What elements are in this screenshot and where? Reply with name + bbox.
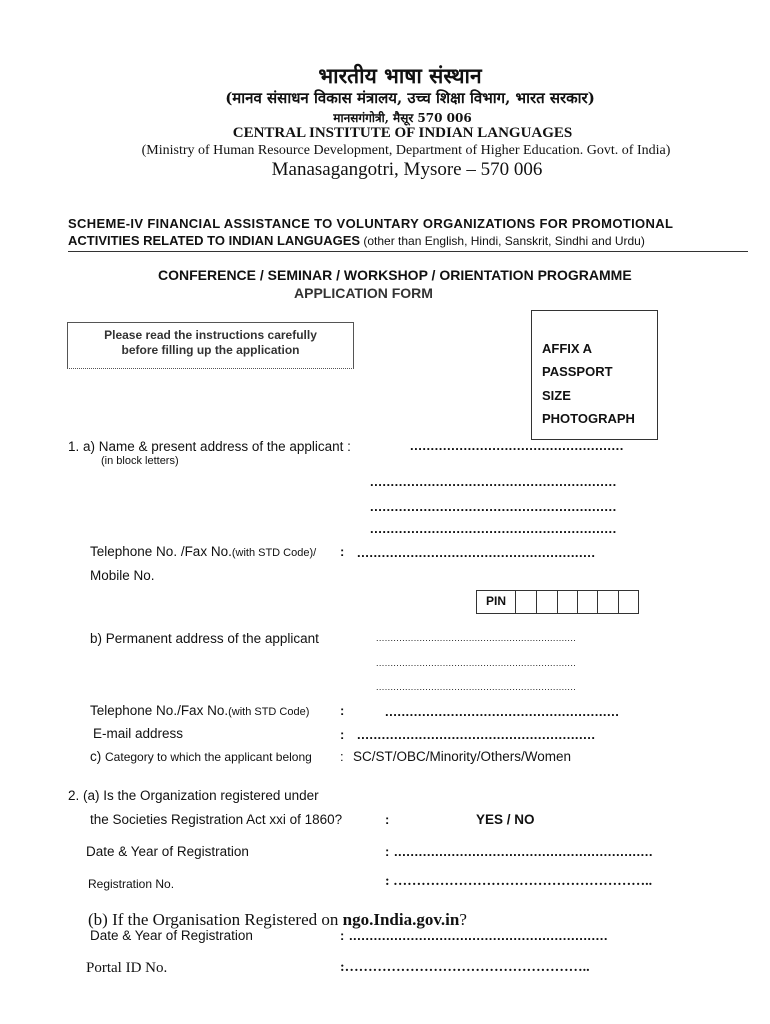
photo-line1: AFFIX A <box>542 341 593 356</box>
q2b-prefix: (b) If the Organisation Registered on <box>88 910 343 929</box>
q2b-suffix: ? <box>459 910 467 929</box>
q1b-address-line1[interactable]: ..................................................................... <box>376 633 577 643</box>
q1b-email-field[interactable]: .......................................................... <box>357 727 596 742</box>
pin-digit-6[interactable] <box>618 591 619 613</box>
photo-line4: PHOTOGRAPH <box>542 411 635 426</box>
q2a-reg-no-label: Registration No. <box>88 877 175 891</box>
photo-box <box>531 310 658 440</box>
q1a-block-letters: (in block letters) <box>101 455 179 467</box>
q2a-date-year-field[interactable]: : ............................................................... <box>385 844 653 859</box>
q1b-telephone-field[interactable]: ......................................................... <box>385 704 620 719</box>
scheme-underline <box>68 251 748 252</box>
scheme-line2-bold: ACTIVITIES RELATED TO INDIAN LANGUAGES <box>68 233 361 248</box>
pin-digit-5[interactable] <box>597 591 598 613</box>
q2b-date-label: Date & Year of Registration <box>90 928 253 943</box>
scheme-line1: SCHEME-IV FINANCIAL ASSISTANCE TO VOLUNTARY ORGANIZATIONS FOR PROMOTIONAL <box>68 216 674 231</box>
q1a-telephone-colon: : <box>340 544 345 559</box>
q2b-date-field[interactable]: : ............................................................... <box>340 928 608 943</box>
q2a-colon: : <box>385 812 390 827</box>
pin-digit-4[interactable] <box>577 591 578 613</box>
q1b-address-line2[interactable]: ..................................................................... <box>376 658 577 668</box>
hindi-address: मानसगंगोत्री, मैसूर 570 006 <box>333 111 472 125</box>
q2a-label-line2: the Societies Registration Act xxi of 1860? <box>90 812 343 827</box>
instructions-line2: before filling up the application <box>121 343 300 357</box>
category-label-text: Category to which the applicant belong <box>105 750 312 764</box>
q2b-portal-label: Portal ID No. <box>86 960 168 976</box>
english-ministry: (Ministry of Human Resource Development, Department of Higher Education. Govt. of India) <box>141 143 671 158</box>
q2b-site: ngo.India.gov.in <box>342 910 460 929</box>
q1b-telephone-label <box>90 703 309 718</box>
q1c-category-colon: : <box>340 749 344 764</box>
q1b-address-line3[interactable]: ..................................................................... <box>376 682 577 692</box>
q1a-label: 1. a) Name & present address of the applicant : <box>68 439 351 454</box>
photo-line3: SIZE <box>542 388 571 403</box>
instructions-line1: Please read the instructions carefully <box>104 328 317 342</box>
q1a-address-line3[interactable]: ............................................................ <box>370 521 617 536</box>
q1c-category-label <box>90 749 312 764</box>
q1c-category-options[interactable]: SC/ST/OBC/Minority/Others/Women <box>353 749 572 764</box>
pin-digit-3[interactable] <box>557 591 558 613</box>
q1a-address-line1[interactable]: ............................................................ <box>370 474 617 489</box>
q1a-address-line2[interactable]: ............................................................ <box>370 499 617 514</box>
pin-label: PIN <box>486 594 507 608</box>
photo-line2: PASSPORT <box>542 364 613 379</box>
q1b-email-label: E-mail address <box>93 726 184 741</box>
q1b-email-colon: : <box>340 727 345 742</box>
pin-box[interactable] <box>476 590 639 614</box>
hindi-subtitle: (मानव संसाधन विकास मंत्रालय, उच्च शिक्षा विभाग, भारत सरकार) <box>225 89 595 107</box>
q1b-label: b) Permanent address of the applicant <box>90 631 319 646</box>
english-address: Manasagangotri, Mysore – 570 006 <box>271 159 543 180</box>
q2a-date-year-label: Date & Year of Registration <box>86 844 249 859</box>
q2a-yes-no[interactable]: YES / NO <box>476 812 535 827</box>
telephone-label-text: Telephone No. /Fax No. <box>90 544 232 559</box>
telephone2-std-text: (with STD Code) <box>228 706 310 718</box>
q1b-telephone-colon: : <box>340 703 345 718</box>
english-title: CENTRAL INSTITUTE OF INDIAN LANGUAGES <box>232 125 573 141</box>
form-title-line2: APPLICATION FORM <box>294 285 433 301</box>
category-prefix: c) <box>90 749 102 764</box>
q1a-mobile-label: Mobile No. <box>90 568 155 583</box>
q2b-portal-field[interactable]: :…………………………………………….. <box>340 960 590 975</box>
scheme-line2 <box>68 233 645 248</box>
q1a-name-field[interactable]: .................................................... <box>410 438 624 453</box>
q2b-label <box>88 910 467 930</box>
telephone2-label-text: Telephone No./Fax No. <box>90 703 229 718</box>
q2a-label-line1: 2. (a) Is the Organization registered under <box>68 788 319 803</box>
q1a-telephone-label <box>90 544 316 559</box>
pin-digit-1[interactable] <box>515 591 516 613</box>
q2a-reg-no-field[interactable]: : ……………………………………………….. <box>385 874 653 889</box>
hindi-title: भारतीय भाषा संस्थान <box>318 63 482 88</box>
instructions-box <box>67 322 354 369</box>
q1a-telephone-field[interactable]: .......................................................... <box>357 545 596 560</box>
pin-digit-2[interactable] <box>536 591 537 613</box>
telephone-std-text: (with STD Code)/ <box>231 547 317 559</box>
scheme-line2-normal: (other than English, Hindi, Sanskrit, Sindhi and Urdu) <box>360 234 645 248</box>
form-title-line1: CONFERENCE / SEMINAR / WORKSHOP / ORIENTATION PROGRAMME <box>158 267 632 283</box>
